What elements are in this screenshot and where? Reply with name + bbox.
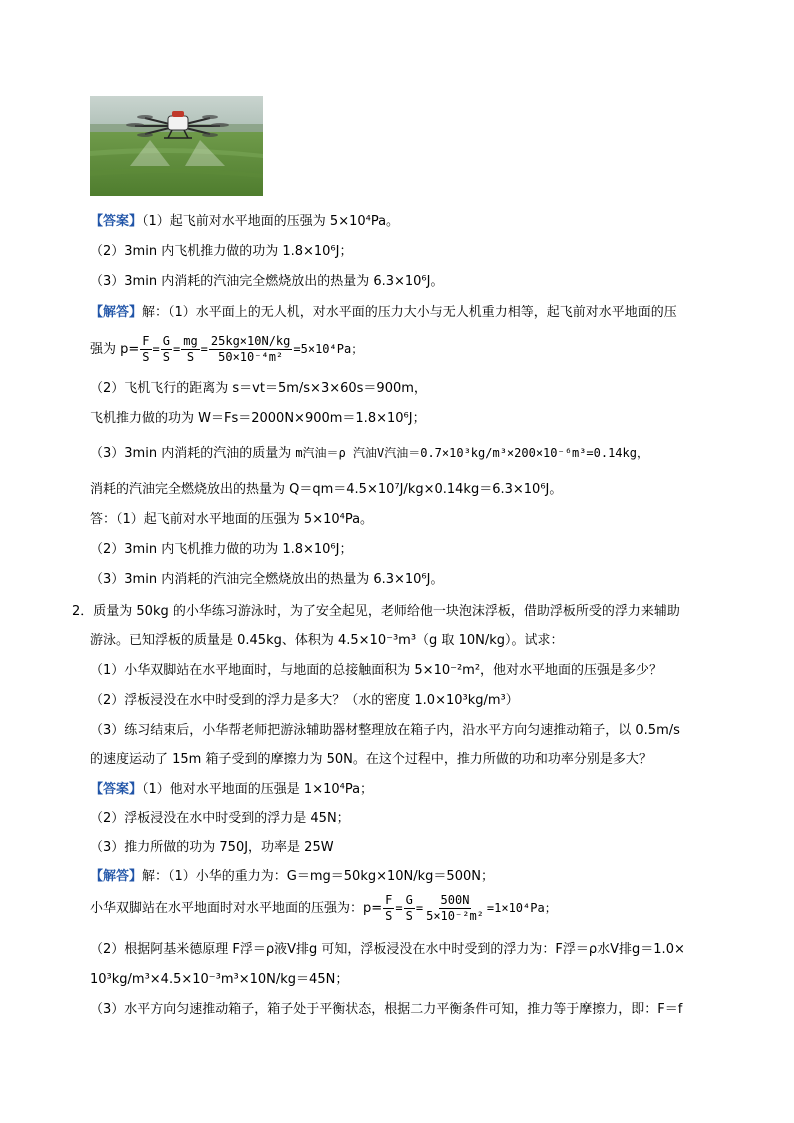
fraction: $\frac{G}{S}$ (162, 334, 170, 364)
q1-answer-line-3: （3）3min 内消耗的汽油完全燃烧放出的热量为 6.3×10⁶J。 (90, 274, 444, 289)
q1-solution-intro: 【解答】解：（1）水平面上的无人机，对水平面的压力大小与无人机重力相等，起飞前对水平地面的压 (90, 305, 677, 320)
fraction: $\frac{mg}{S}$ (183, 334, 198, 364)
q2-stem-line-1: 2．质量为 50kg 的小华练习游泳时，为了安全起见，老师给他一块泡沫浮板，借助浮板所受的浮力来辅助 (72, 604, 680, 619)
solution-tag: 【解答】 (90, 869, 143, 884)
answer-text: （1）起飞前对水平地面的压强为 5×10⁴Pa。 (142, 214, 400, 229)
q2-sub-3b: 的速度运动了 15m 箱子受到的摩擦力为 50N。在这个过程中，推力所做的功和功率分别是多大？ (90, 752, 652, 767)
drone-image (90, 96, 263, 196)
solution-tag: 【解答】 (90, 305, 143, 320)
fraction: $\frac{500N}{\text{5×10⁻²m²}}$ (426, 893, 484, 923)
q1-answer-line-1 (90, 213, 399, 231)
question-number: 2． (72, 604, 94, 619)
q1-final-3: （3）3min 内消耗的汽油完全燃烧放出的热量为 6.3×10⁶J。 (90, 572, 444, 587)
q1-solution-2b: 飞机推力做的功为 W＝Fs＝2000N×900m＝1.8×10⁶J； (90, 411, 426, 426)
drone-photo (90, 96, 263, 196)
q1-solution-3a: （3）3min 内消耗的汽油的质量为 m汽油＝ρ 汽油V汽油＝0.7×10³kg/m³×200×10⁻⁶m³=0.14kg， (90, 446, 649, 461)
fraction: $\frac{G}{S}$ (405, 893, 413, 923)
q2-formula-pressure: 小华双脚站在水平地面时对水平地面的压强为：p= $\frac{F}{S}$ = $\frac{G}{S}$ = $\frac{500N}{\text{5×10⁻²m²}}$ =1×10⁴Pa； (90, 893, 557, 923)
q2-solution-1: 【解答】解：（1）小华的重力为：G＝mg＝50kg×10N/kg＝500N； (90, 869, 494, 884)
q1-formula-pressure: 强为 p= $\frac{F}{S}$ = $\frac{G}{S}$ = $\frac{mg}{S}$ = $\frac{25kg\times 10N/kg}{\text{50×10⁻⁴m²}}$ =5×10⁴Pa； (90, 334, 364, 364)
q2-answer-line-2: （2）浮板浸没在水中时受到的浮力是 45N； (90, 811, 350, 826)
q1-final-2: （2）3min 内飞机推力做的功为 1.8×10⁶J； (90, 542, 353, 557)
fraction: $\frac{25kg\times 10N/kg}{\text{50×10⁻⁴m²}}$ (210, 334, 291, 364)
fraction: $\frac{F}{S}$ (142, 334, 150, 364)
q2-sub-1: （1）小华双脚站在水平地面时，与地面的总接触面积为 5×10⁻²m²，他对水平地面的压强是多少？ (90, 663, 663, 678)
q2-solution-4: （3）水平方向匀速推动箱子，箱子处于平衡状态，根据二力平衡条件可知，推力等于摩擦力，即：F＝f (90, 1002, 683, 1017)
q2-solution-3a: （2）根据阿基米德原理 F浮＝ρ液V排g 可知，浮板浸没在水中时受到的浮力为：F浮＝ρ水V排g＝1.0× (90, 942, 685, 957)
q2-stem-line-2: 游泳。已知浮板的质量是 0.45kg、体积为 4.5×10⁻³m³（g 取 10N/kg）。试求： (90, 633, 564, 648)
answer-tag: 【答案】 (90, 214, 143, 229)
q1-final-1: 答：（1）起飞前对水平地面的压强为 5×10⁴Pa。 (90, 512, 374, 527)
q1-solution-3b: 消耗的汽油完全燃烧放出的热量为 Q＝qm＝4.5×10⁷J/kg×0.14kg＝6.3×10⁶J。 (90, 482, 563, 497)
answer-tag: 【答案】 (90, 782, 143, 797)
q2-answer-line-3: （3）推力所做的功为 750J，功率是 25W (90, 840, 334, 855)
fraction: $\frac{F}{S}$ (385, 893, 393, 923)
q2-sub-2: （2）浮板浸没在水中时受到的浮力是多大？（水的密度 1.0×10³kg/m³） (90, 693, 519, 708)
q2-solution-3b: 10³kg/m³×4.5×10⁻³m³×10N/kg＝45N； (90, 972, 349, 987)
q1-solution-2a: （2）飞机飞行的距离为 s＝vt＝5m/s×3×60s＝900m， (90, 381, 427, 396)
q2-sub-3a: （3）练习结束后，小华帮老师把游泳辅助器材整理放在箱子内，沿水平方向匀速推动箱子，以 0.5m/s (90, 723, 680, 738)
q2-answer-line-1: 【答案】（1）他对水平地面的压强是 1×10⁴Pa； (90, 782, 374, 797)
q1-answer-line-2: （2）3min 内飞机推力做的功为 1.8×10⁶J； (90, 244, 353, 259)
